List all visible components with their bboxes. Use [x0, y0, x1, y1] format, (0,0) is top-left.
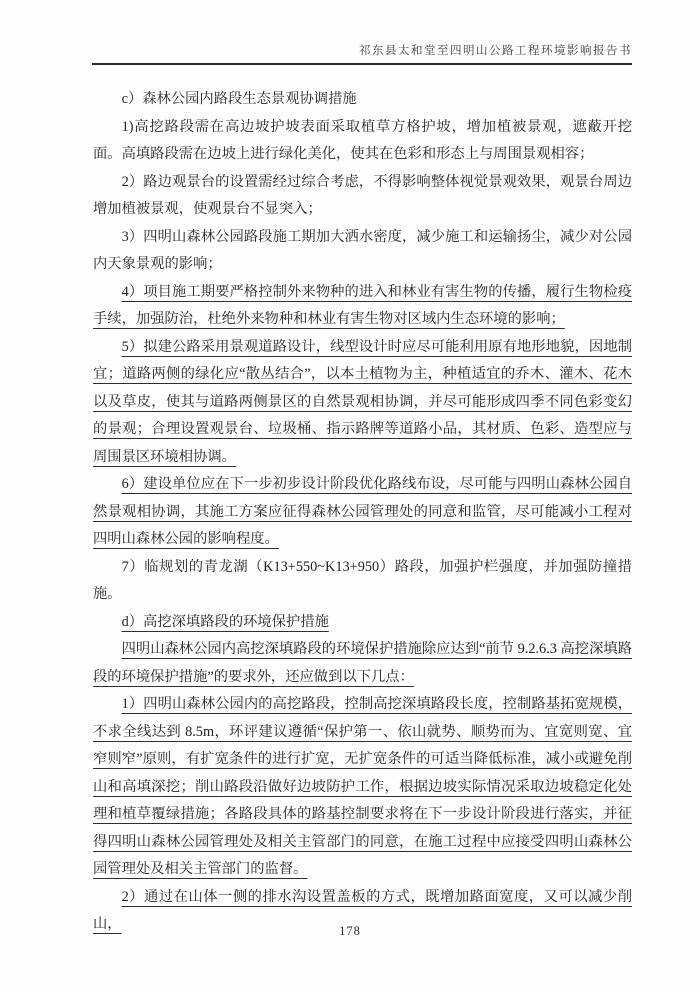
paragraph-item-4: 4）项目施工期要严格控制外来物种的进入和林业有害生物的传播，履行生物检疫手续，加强防治，杜绝外来物种和林业有害生物对区域内生态环境的影响；	[93, 283, 632, 327]
report-title: 祁东县太和堂至四明山公路工程环境影响报告书	[359, 45, 632, 57]
paragraph-item-2: 2）路边观景台的设置需经过综合考虑，不得影响整体视觉景观效果，观景台周边增加植被景观，使观景台不显突入；	[93, 173, 632, 217]
paragraph-item-1: 1)高挖路段需在高边坡护坡表面采取植草方格护坡，增加植被景观，遮蔽开挖面。高填路段需在边坡上进行绿化美化，使其在色彩和形态上与周围景观相容；	[93, 118, 632, 162]
page-footer	[0, 922, 700, 940]
section-heading-c: c）森林公园内路段生态景观协调措施	[121, 91, 357, 107]
paragraph-item-11: 2）通过在山体一侧的排水沟设置盖板的方式，既增加路面宽度，又可以减少削山，	[93, 888, 632, 932]
paragraph-item-9: 四明山森林公园内高挖深填路段的环境保护措施除应达到“前节 9.2.6.3 高挖深填路段的环境保护措施”的要求外，还应做到以下几点：	[93, 641, 632, 685]
page-header	[92, 42, 632, 65]
header-divider	[92, 63, 632, 65]
document-body	[93, 86, 632, 939]
paragraph-item-6: 6）建设单位应在下一步初步设计阶段优化路线布设，尽可能与四明山森林公园自然景观相协调，其施工方案应征得森林公园管理处的同意和监管，尽可能减小工程对四明山森林公园的影响程度。	[93, 476, 632, 547]
paragraph-item-3: 3）四明山森林公园路段施工期加大洒水密度，减少施工和运输扬尘，减少对公园内天象景观的影响；	[93, 228, 632, 272]
section-heading-d: d）高挖深填路段的环境保护措施	[121, 613, 329, 630]
paragraph-item-10: 1）四明山森林公园内的高挖路段，控制高挖深填路段长度，控制路基拓宽规模，不求全线达到 8.5m，环评建议遵循“保护第一、依山就势、顺势而为、宜宽则宽、宜窄则窄”原则，有扩宽条件的进行扩宽，无扩宽条件的可适当降低标准，减小或避免削山和高填深挖；削山路段沿做好边坡防护工作，根据边坡实际情况采取边坡稳定化处理和植草覆绿措施；各路段具体的路基控制要求将在下一步设计阶段进行落实，并征得四明山森林公园管理处及相关主管部门的同意，在施工过程中应接受四明山森林公园管理处及相关主管部门的监督。	[93, 696, 632, 877]
paragraph-item-5: 5）拟建公路采用景观道路设计，线型设计时应尽可能利用原有地形地貌，因地制宜；道路两侧的绿化应“散丛结合”，以本土植物为主，种植适宜的乔木、灌木、花木以及草皮，使其与道路两侧景区的自然景观相协调，并尽可能形成四季不同色彩变幻的景观；合理设置观景台、垃圾桶、指示路牌等道路小品，其材质、色彩、造型应与周围景区环境相协调。	[93, 338, 632, 465]
page-number: 178	[339, 924, 361, 938]
paragraph-item-7: 7）临规划的青龙湖（K13+550~K13+950）路段，加强护栏强度，并加强防撞措施。	[93, 558, 632, 602]
